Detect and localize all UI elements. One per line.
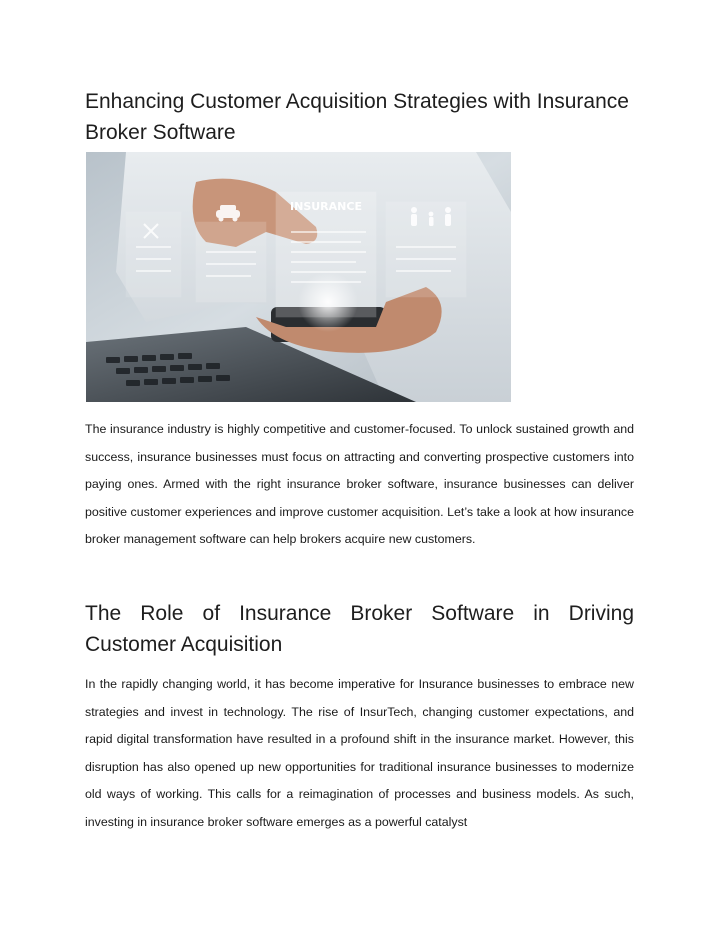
intro-paragraph: The insurance industry is highly competitive and customer-focused. To unlock sustained growth and success, insurance businesses must focus on attracting and converting prospective customers into paying ones. Armed with the right insurance broker software, insurance businesses can deliver positive customer experiences and improve customer acquisition. Let’s take a look at how insurance broker management software can help brokers acquire new customers. <box>85 422 634 546</box>
article-title: Enhancing Customer Acquisition Strategies with Insurance Broker Software <box>85 90 629 144</box>
section-paragraph: In the rapidly changing world, it has become imperative for Insurance businesses to embrace new strategies and invest in technology. The rise of InsurTech, changing customer expectations, and rapid digital transformation have resulted in a profound shift in the insurance market. However, this disruption has also opened up new opportunities for traditional insurance businesses to modernize old ways of working. This calls for a reimagination of processes and business models. As such, investing in insurance broker software emerges as a powerful catalyst <box>85 677 634 829</box>
hero-overlay-text: INSURANCE <box>290 200 362 213</box>
section-heading: The Role of Insurance Broker Software in Driving Customer Acquisition <box>85 602 634 656</box>
hero-image <box>86 152 511 402</box>
